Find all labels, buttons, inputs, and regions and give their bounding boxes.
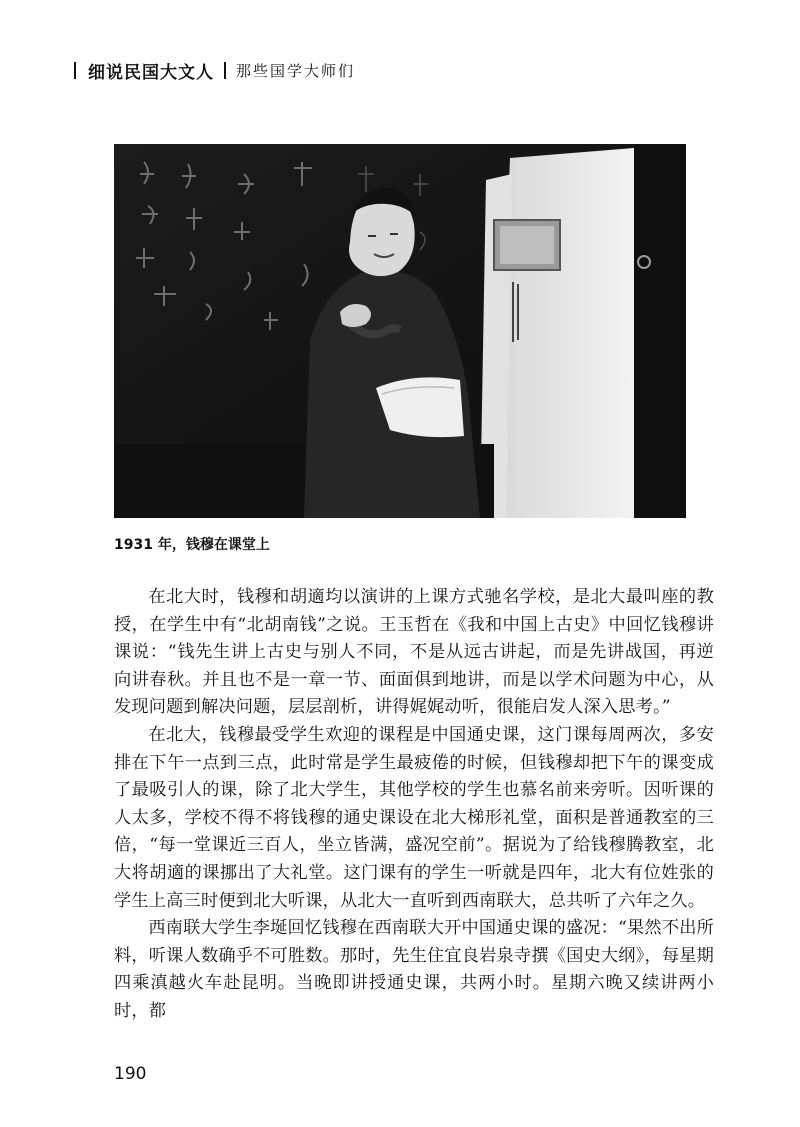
- header-divider: [224, 62, 226, 79]
- classroom-photo: [114, 144, 686, 518]
- body-text: [114, 584, 714, 1026]
- paragraph: 在北大时，钱穆和胡適均以演讲的上课方式驰名学校，是北大最叫座的教授，在学生中有“北胡南钱”之说。王玉哲在《我和中国上古史》中回忆钱穆讲课说：“钱先生讲上古史与别人不同，不是从远古讲起，而是先讲战国，再逆向讲春秋。并且也不是一章一节、面面俱到地讲，而是以学术问题为中心，从发现问题到解决问题，层层剖析，讲得娓娓动听，很能启发人深入思考。”: [114, 587, 714, 718]
- header-divider: [74, 62, 76, 79]
- page-number: 190: [114, 1064, 147, 1084]
- photo-caption: 1931 年，钱穆在课堂上: [114, 537, 270, 553]
- paragraph: 西南联大学生李埏回忆钱穆在西南联大开中国通史课的盛况：“果然不出所料，听课人数确乎不可胜数。那时，先生住宜良岩泉寺撰《国史大纲》，每星期四乘滇越火车赴昆明。当晚即讲授通史课，共两小时。星期六晚又续讲两小时，都: [114, 918, 714, 1021]
- chapter-title: 那些国学大师们: [236, 61, 356, 80]
- book-title: 细说民国大文人: [88, 62, 214, 83]
- paragraph: 在北大，钱穆最受学生欢迎的课程是中国通史课，这门课每周两次，多安排在下午一点到三点，此时常是学生最疲倦的时候，但钱穆却把下午的课变成了最吸引人的课，除了北大学生，其他学校的学生也慕名前来旁听。因听课的人太多，学校不得不将钱穆的通史课设在北大梯形礼堂，面积是普通教室的三倍，“每一堂课近三百人，坐立皆满，盛况空前”。据说为了给钱穆腾教室，北大将胡適的课挪出了大礼堂。这门课有的学生一听就是四年，北大有位姓张的学生上高三时便到北大听课，从北大一直听到西南联大，总共听了六年之久。: [114, 724, 714, 911]
- running-header: [74, 58, 355, 82]
